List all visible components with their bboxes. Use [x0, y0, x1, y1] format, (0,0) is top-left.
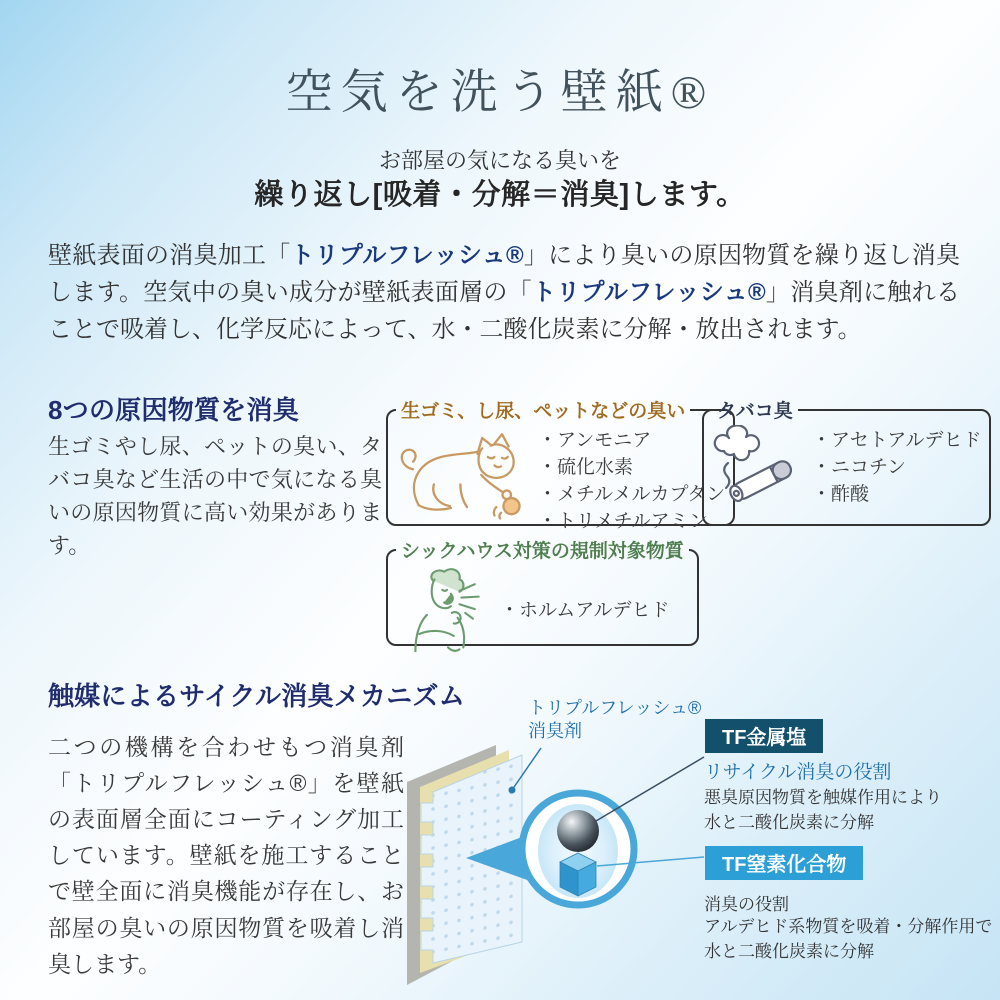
subtitle-line-2: 繰り返し[吸着・分解＝消臭]します。 [254, 179, 746, 211]
recycle-role-description [704, 786, 942, 835]
nitrogen-compound-cube [560, 853, 596, 896]
odor-box-sickhouse [386, 536, 699, 646]
page-title: 空気を洗う壁紙® [285, 67, 715, 119]
metal-salt-sphere [557, 810, 599, 852]
odor-box-garbage-pets [386, 396, 735, 533]
intro-text: 壁紙表面の消臭加工「 [48, 242, 291, 269]
odor-item: ・アセトアルデヒド [812, 430, 982, 451]
deodor-desc-line2: 水と二酸化炭素に分解 [704, 941, 874, 961]
deodorant-label-line1: トリプルフレッシュ® [528, 698, 702, 718]
recycle-desc-line2: 水と二酸化炭素に分解 [704, 812, 874, 832]
metal-salt-badge: TF金属塩 [705, 719, 823, 753]
odor-item: ・トリメチルアミン [538, 511, 708, 533]
recycle-role-title: リサイクル消臭の役割 [704, 762, 892, 783]
recycle-desc-line1: 悪臭原因物質を触媒作用により [704, 788, 942, 807]
deodorizing-role-description [704, 915, 992, 964]
coughing-person-illustration [396, 565, 500, 657]
deodor-desc-line1: アルデヒド系物質を吸着・分解作用で [704, 917, 993, 936]
intro-text: 」により臭いの原因物質を繰り返し消臭します。空気中の臭い成分が壁紙表面層の「 [48, 242, 961, 307]
cigarette-illustration [712, 425, 812, 520]
odor-box-tobacco [702, 396, 991, 526]
nitrogen-compound-badge: TF窒素化合物 [705, 846, 863, 880]
odor-section-body: 生ゴミやし尿、ペットの臭い、タバコ臭など生活の中で気になる臭いの原因物質に高い効果があります。 [48, 434, 382, 558]
odor-box-garbage-list [538, 427, 725, 536]
brand-name: トリプルフレッシュ® [290, 242, 524, 269]
deodorant-label [528, 697, 701, 744]
odor-box-sickhouse-title: シックハウス対策の規制対象物質 [401, 541, 684, 562]
mechanism-section-heading: 触媒によるサイクル消臭メカニズム [48, 681, 466, 711]
cat-illustration [396, 425, 538, 521]
intro-paragraph [48, 237, 960, 349]
odor-box-sickhouse-list [500, 567, 669, 624]
odor-box-tobacco-list [812, 427, 981, 508]
deodorizing-role-title: 消臭の役割 [704, 895, 789, 914]
odor-item: ・硫化水素 [538, 457, 634, 479]
intro-text: 」消臭剤に触れることで吸着し、化学反応によって、水・二酸化炭素に分解・放出されます。 [48, 279, 960, 344]
odor-section-heading: 8つの原因物質を消臭 [48, 395, 300, 425]
odor-box-garbage-title: 生ゴミ、し尿、ペットなどの臭い [401, 401, 686, 422]
mechanism-section-body: 二つの機構を合わせもつ消臭剤「トリプルフレッシュ®」を壁紙の表面層全面にコーティング加工しています。壁紙を施工することで壁全面に消臭機能が存在し、お部屋の臭いの原因物質を吸着し消臭します。 [48, 734, 404, 977]
odor-item: ・ニコチン [812, 457, 907, 479]
odor-item: ・アンモニア [538, 430, 652, 451]
odor-item: ・ホルムアルデヒド [500, 600, 670, 621]
odor-item: ・メチルメルカプタン [538, 484, 726, 506]
odor-box-tobacco-title: タバコ臭 [717, 401, 793, 422]
brand-name: トリプルフレッシュ® [531, 279, 766, 307]
deodorant-label-line2: 消臭剤 [528, 721, 582, 742]
subtitle-line-1: お部屋の気になる臭いを [378, 148, 621, 173]
odor-item: ・酢酸 [812, 484, 870, 506]
